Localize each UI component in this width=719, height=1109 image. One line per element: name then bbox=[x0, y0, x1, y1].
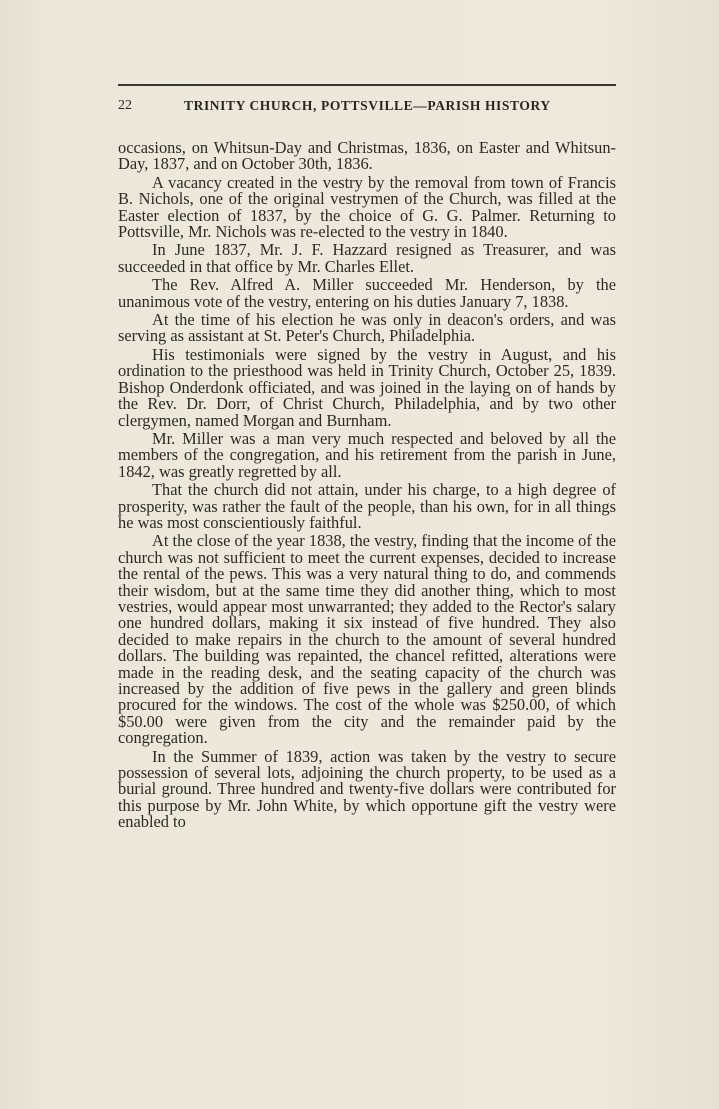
body-text bbox=[118, 140, 616, 833]
paragraph: At the close of the year 1838, the vestry, finding that the income of the church was not sufficient to meet the current expenses, decided to increase the rental of the pews. This was a very natural thing to do, and commends their wisdom, but at the same time they did another thing, which to most vestries, would appear most unwarranted; they added to the Rector's salary one hundred dollars, making it six instead of five hundred. They also decided to make repairs in the church to the amount of several hundred dollars. The building was repainted, the chancel refitted, alterations were made in the reading desk, and the seating capacity of the church was increased by the addition of five pews in the gallery and green blinds procured for the windows. The cost of the whole was $250.00, of which $50.00 were given from the city and the remainder paid by the congregation. bbox=[118, 531, 616, 748]
paragraph: That the church did not attain, under his charge, to a high degree of prosperity, was rather the fault of the people, than his own, for in all things he was most conscientiously faithful. bbox=[118, 480, 616, 532]
running-head: TRINITY CHURCH, POTTSVILLE—PARISH HISTORY bbox=[184, 98, 551, 113]
page-header bbox=[118, 96, 616, 116]
paragraph: At the time of his election he was only in deacon's orders, and was serving as assistant at St. Peter's Church, Philadelphia. bbox=[118, 310, 616, 346]
paragraph: In June 1837, Mr. J. F. Hazzard resigned as Treasurer, and was succeeded in that office by Mr. Charles Ellet. bbox=[118, 240, 616, 276]
paragraph: His testimonials were signed by the vestry in August, and his ordination to the priesthood was held in Trinity Church, October 25, 1839. Bishop Onderdonk officiated, and was joined in the laying on of hands by the Rev. Dr. Dorr, of Christ Church, Philadelphia, and by two other clergymen, named Morgan and Burnham. bbox=[118, 344, 616, 430]
paragraph: occasions, on Whitsun-Day and Christmas, 1836, on Easter and Whitsun-Day, 1837, and on October 30th, 1836. bbox=[118, 138, 616, 174]
page-number: 22 bbox=[118, 98, 132, 113]
header-rule bbox=[118, 84, 616, 86]
paragraph: Mr. Miller was a man very much respected and beloved by all the members of the congregation, and his retirement from the parish in June, 1842, was greatly regretted by all. bbox=[118, 428, 616, 481]
paragraph: In the Summer of 1839, action was taken by the vestry to secure possession of several lots, adjoining the church property, to be used as a burial ground. Three hundred and twenty-five dollars were contributed for this purpose by Mr. John White, by which opportune gift the vestry were enabled to bbox=[118, 746, 616, 832]
paragraph: A vacancy created in the vestry by the removal from town of Francis B. Nichols, one of the original vestrymen of the Church, was filled at the Easter election of 1837, by the choice of G. G. Palmer. Returning to Pottsville, Mr. Nichols was re-elected to the vestry in 1840. bbox=[118, 172, 616, 242]
paragraph: The Rev. Alfred A. Miller succeeded Mr. Henderson, by the unanimous vote of the vestry, entering on his duties January 7, 1838. bbox=[118, 275, 616, 311]
